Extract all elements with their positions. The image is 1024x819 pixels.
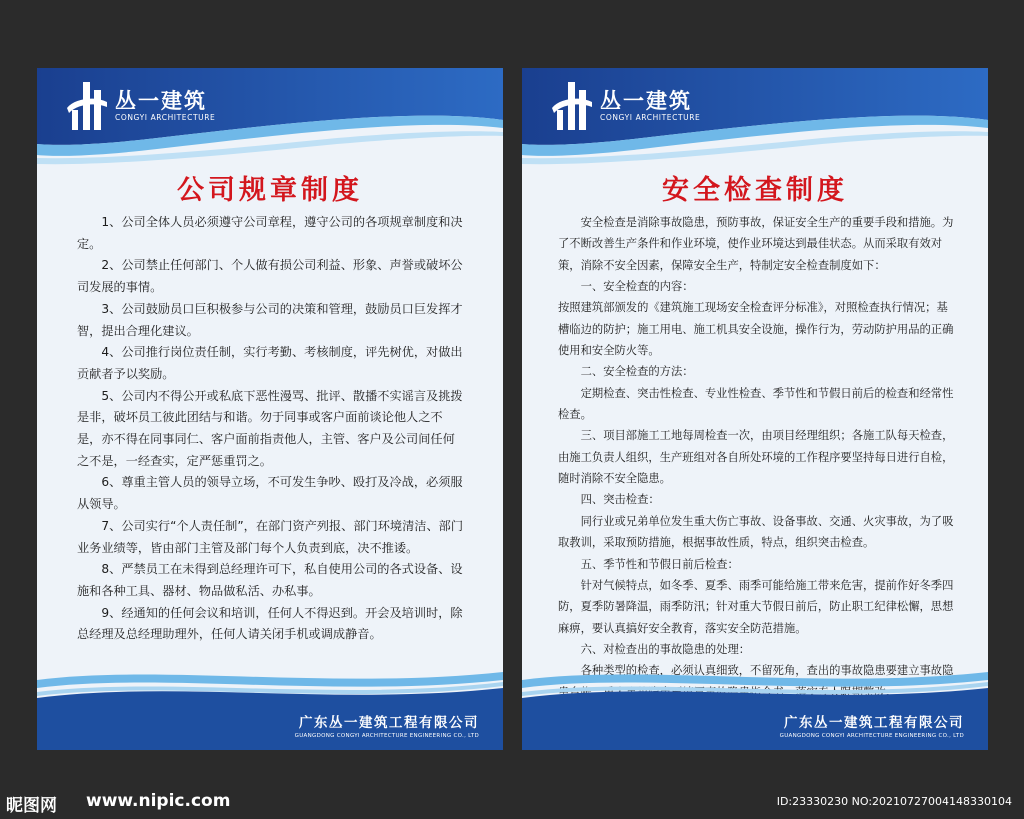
company-name-en: GUANGDONG CONGYI ARCHITECTURE ENGINEERING CO., LTD xyxy=(779,733,964,739)
poster-safety-inspection xyxy=(522,68,988,750)
inspection-paragraph: 针对气候特点，如冬季、夏季、雨季可能给施工带来危害，提前作好冬季四防，夏季防暑降温，雨季防汛；针对重大节假日前后，防止职工纪律松懈，思想麻痹，要认真搞好安全教育，落实安全防范措施。 xyxy=(558,578,954,635)
watermark-logo: 昵图网 xyxy=(6,796,57,816)
inspection-paragraph: 四、突击检查： xyxy=(580,493,660,507)
rules-text xyxy=(77,212,465,646)
poster-title: 公司规章制度 xyxy=(177,175,363,206)
inspection-paragraph: 各种类型的检查，必须认真细致，不留死角，查出的事故隐患要建立事故隐患台帐，重大 事故 xyxy=(558,664,954,699)
logo-name-en: CONGYI ARCHITECTURE xyxy=(600,113,701,122)
company-name-cn: 广东丛一建筑工程有限公司 xyxy=(299,715,479,731)
building-logo-icon xyxy=(550,80,594,132)
inspection-paragraph: 二、安全检查的方法： xyxy=(580,365,694,379)
logo-name-cn: 丛一建筑 xyxy=(115,89,207,113)
rule-paragraph: 2、公司禁止任何部门、个人做有损公司利益、形象、声誉或破坏公司发展的事情。 xyxy=(77,258,463,295)
inspection-text xyxy=(558,212,954,703)
company-logo xyxy=(550,80,700,132)
rule-paragraph: 8、严禁员工在未得到总经理许可下，私自使用公司的各式设备、设施和各种工具、器材、物品做私活、办私事。 xyxy=(77,562,463,598)
rule-paragraph: 1、公司全体人员必须遵守公司章程，遵守公司的各项规章制度和决定。 xyxy=(77,215,463,251)
logo-name-cn: 丛一建筑 xyxy=(600,89,692,113)
inspection-paragraph: 安全检查是消除事故隐患，预防事故，保证安全生产的重要手段和措施。为了不断改善生产条件和作业环境，使作业环境达到最佳状态。从而采取有效对策，消除不安全因素，保障安全生产，特制定安全检查制度如下： xyxy=(558,216,954,272)
footer-company xyxy=(780,714,964,740)
watermark-url: www.nipic.com xyxy=(86,791,231,811)
poster-title: 安全检查制度 xyxy=(662,175,848,206)
rule-paragraph: 5、公司内不得公开或私底下恶性漫骂、批评、散播不实谣言及挑拨是非，破坏员工彼此团结与和谐。勿于同事或客户面前谈论他人之不是，亦不得在同事同仁、客户面前指责他人，主管、客户及公司间任何之不是，一经查实，定严惩重罚之。 xyxy=(77,388,463,468)
inspection-paragraph: 定期检查、突击性检查、专业性检查、季节性和节假日前后的检查和经常性检查。 xyxy=(558,386,954,422)
building-logo-icon xyxy=(65,80,109,132)
watermark-id: ID:23330230 NO:20210727004148330104 xyxy=(776,795,1012,808)
rule-paragraph: 4、公司推行岗位责任制，实行考勤、考核制度，评先树优，对做出贡献者予以奖励。 xyxy=(77,345,463,381)
inspection-paragraph: 按照建筑部颁发的《建筑施工现场安全检查评分标准》，对照检查执行情况；基槽临边的防护；施工用电、施工机具安全设施，操作行为，劳动防护用品的正确使用和安全防火等。 xyxy=(558,301,954,358)
inspection-paragraph: 一、安全检查的内容： xyxy=(580,280,694,294)
rule-paragraph: 7、公司实行“个人责任制”，在部门资产列报、部门环境清洁、部门业务业绩等，皆由部门主管及部门每个人负责到底，决不推诿。 xyxy=(77,518,464,555)
rule-paragraph: 6、尊重主管人员的领导立场，不可发生争吵、殴打及冷战，必须服从领导。 xyxy=(77,475,463,512)
inspection-paragraph: 同行业或兄弟单位发生重大伤亡事故、设备事故、交通、火灾事故，为了吸取教训，采取预防措施，根据事故性质，特点，组织突击检查。 xyxy=(558,514,954,550)
logo-name-en: CONGYI ARCHITECTURE xyxy=(115,113,216,122)
company-logo xyxy=(65,80,215,132)
rule-paragraph: 3、公司鼓励员口巨积极参与公司的决策和管理，鼓励员口巨发挥才智，提出合理化建议。 xyxy=(77,301,463,338)
company-name-en: GUANGDONG CONGYI ARCHITECTURE ENGINEERING CO., LTD xyxy=(294,733,479,739)
footer-company xyxy=(295,714,479,740)
rule-paragraph: 9、经通知的任何会议和培训，任何人不得迟到。开会及培训时，除总经理及总经理助理外，任何人请关闭手机或调成静音。 xyxy=(77,605,463,642)
inspection-paragraph: 三、项目部施工工地每周检查一次，由项目经理组织；各施工队每天检查，由施工负责人组织，生产班组对各自所处环境的工作程序要坚持每日进行自检，随时消除不安全隐患。 xyxy=(558,429,954,486)
poster-company-rules xyxy=(37,68,503,750)
inspection-paragraph: 五、季节性和节假日前后检查： xyxy=(580,557,739,571)
company-name-cn: 广东丛一建筑工程有限公司 xyxy=(784,715,964,731)
inspection-paragraph: 六、对检查出的事故隐患的处理： xyxy=(580,642,751,656)
